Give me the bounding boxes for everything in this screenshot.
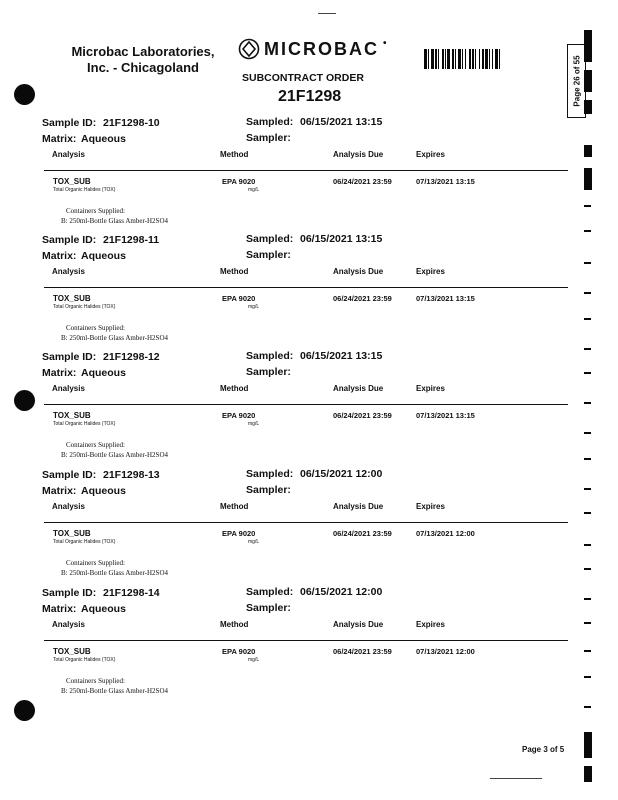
logo-mark: • xyxy=(383,38,389,49)
analysis-name: Total Organic Halides (TOX) xyxy=(53,539,116,545)
edge-tick xyxy=(584,348,591,350)
edge-tick xyxy=(584,262,591,264)
containers-label: Containers Supplied: xyxy=(66,324,125,332)
header-rule xyxy=(44,404,568,405)
expires-value: 07/13/2021 13:15 xyxy=(416,177,475,186)
method-value: EPA 9020 xyxy=(222,294,256,303)
barcode-bar xyxy=(499,49,500,69)
containers-label: Containers Supplied: xyxy=(66,441,125,449)
edge-tick xyxy=(584,598,591,600)
method-value: EPA 9020 xyxy=(222,411,256,420)
sample-id-label: Sample ID: xyxy=(42,117,97,129)
barcode-bar xyxy=(445,49,446,69)
edge-tick xyxy=(584,402,591,404)
units-value: mg/L xyxy=(248,539,260,545)
analysis-code: TOX_SUB xyxy=(53,294,91,303)
container-value: B: 250ml-Bottle Glass Amber-H2SO4 xyxy=(61,687,168,695)
sampled-datetime: 06/15/2021 12:00 xyxy=(300,468,383,480)
expires-value: 07/13/2021 13:15 xyxy=(416,411,475,420)
edge-tick xyxy=(584,676,591,678)
edge-mark xyxy=(584,168,592,190)
matrix-label: Matrix: xyxy=(42,485,77,497)
matrix-label: Matrix: xyxy=(42,367,77,379)
units-value: mg/L xyxy=(248,187,260,193)
edge-tick xyxy=(584,650,591,652)
header-rule xyxy=(44,640,568,641)
matrix-value: Aqueous xyxy=(81,485,126,497)
analysis-name: Total Organic Halides (TOX) xyxy=(53,657,116,663)
edge-tick xyxy=(584,292,591,294)
matrix-value: Aqueous xyxy=(81,367,126,379)
analysis-name: Total Organic Halides (TOX) xyxy=(53,187,116,193)
barcode-bar xyxy=(482,49,484,69)
col-expires: Expires xyxy=(416,502,445,511)
units-value: mg/L xyxy=(248,421,260,427)
col-method: Method xyxy=(220,267,249,276)
edge-mark xyxy=(584,766,592,782)
microbac-logo xyxy=(238,38,389,60)
edge-tick xyxy=(584,488,591,490)
containers-label: Containers Supplied: xyxy=(66,559,125,567)
logo-text: MICROBAC xyxy=(264,38,379,59)
edge-tick xyxy=(584,622,591,624)
analysis-due-value: 06/24/2021 23:59 xyxy=(333,529,392,538)
document-type: SUBCONTRACT ORDER xyxy=(242,72,364,84)
sampled-datetime: 06/15/2021 13:15 xyxy=(300,350,383,362)
analysis-due-value: 06/24/2021 23:59 xyxy=(333,411,392,420)
edge-tick xyxy=(584,372,591,374)
company-name xyxy=(58,44,228,76)
matrix-label: Matrix: xyxy=(42,250,77,262)
sampled-label: Sampled: xyxy=(246,350,294,362)
sampler-label: Sampler: xyxy=(246,484,291,496)
sample-id: 21F1298-12 xyxy=(103,351,160,363)
sampled-label: Sampled: xyxy=(246,233,294,245)
barcode-bar xyxy=(462,49,463,69)
expires-value: 07/13/2021 12:00 xyxy=(416,647,475,656)
col-analysis: Analysis xyxy=(52,384,85,393)
col-analysis: Analysis xyxy=(52,150,85,159)
barcode-bar xyxy=(458,49,461,69)
matrix-value: Aqueous xyxy=(81,603,126,615)
analysis-due-value: 06/24/2021 23:59 xyxy=(333,294,392,303)
analysis-code: TOX_SUB xyxy=(53,529,91,538)
barcode-bar xyxy=(495,49,498,69)
containers-label: Containers Supplied: xyxy=(66,677,125,685)
microbac-logo-icon xyxy=(238,38,260,60)
analysis-code: TOX_SUB xyxy=(53,647,91,656)
method-value: EPA 9020 xyxy=(222,529,256,538)
containers-label: Containers Supplied: xyxy=(66,207,125,215)
header-rule xyxy=(44,287,568,288)
col-analysis-due: Analysis Due xyxy=(333,384,384,393)
sampled-label: Sampled: xyxy=(246,468,294,480)
barcode-bar xyxy=(431,49,434,69)
analysis-code: TOX_SUB xyxy=(53,177,91,186)
company-line-2: Inc. - Chicagoland xyxy=(87,60,199,75)
sampler-label: Sampler: xyxy=(246,366,291,378)
barcode-bar xyxy=(469,49,471,69)
expires-value: 07/13/2021 12:00 xyxy=(416,529,475,538)
order-number: 21F1298 xyxy=(278,88,342,105)
col-expires: Expires xyxy=(416,620,445,629)
barcode-bar xyxy=(428,49,429,69)
barcode-bar xyxy=(475,49,476,69)
matrix-value: Aqueous xyxy=(81,133,126,145)
matrix-value: Aqueous xyxy=(81,250,126,262)
units-value: mg/L xyxy=(248,657,260,663)
container-value: B: 250ml-Bottle Glass Amber-H2SO4 xyxy=(61,569,168,577)
col-analysis-due: Analysis Due xyxy=(333,502,384,511)
col-method: Method xyxy=(220,502,249,511)
col-analysis-due: Analysis Due xyxy=(333,267,384,276)
col-method: Method xyxy=(220,384,249,393)
method-value: EPA 9020 xyxy=(222,177,256,186)
barcode xyxy=(424,49,546,69)
barcode-bar xyxy=(424,49,427,69)
sample-id-label: Sample ID: xyxy=(42,469,97,481)
analysis-due-value: 06/24/2021 23:59 xyxy=(333,647,392,656)
barcode-bar xyxy=(452,49,454,69)
analysis-code: TOX_SUB xyxy=(53,411,91,420)
binder-hole xyxy=(14,390,35,411)
edge-tick xyxy=(584,706,591,708)
sampled-datetime: 06/15/2021 13:15 xyxy=(300,116,383,128)
sampler-label: Sampler: xyxy=(246,132,291,144)
sampled-datetime: 06/15/2021 13:15 xyxy=(300,233,383,245)
edge-tick xyxy=(584,544,591,546)
analysis-name: Total Organic Halides (TOX) xyxy=(53,304,116,310)
matrix-label: Matrix: xyxy=(42,133,77,145)
edge-tick xyxy=(584,230,591,232)
edge-mark xyxy=(584,145,592,157)
binder-hole xyxy=(14,700,35,721)
barcode-bar xyxy=(465,49,466,69)
col-method: Method xyxy=(220,150,249,159)
container-value: B: 250ml-Bottle Glass Amber-H2SO4 xyxy=(61,451,168,459)
sampler-label: Sampler: xyxy=(246,249,291,261)
edge-tick xyxy=(584,205,591,207)
col-analysis: Analysis xyxy=(52,502,85,511)
barcode-bar xyxy=(438,49,439,69)
scan-speck xyxy=(318,13,336,14)
container-value: B: 250ml-Bottle Glass Amber-H2SO4 xyxy=(61,217,168,225)
sampled-label: Sampled: xyxy=(246,116,294,128)
edge-tick xyxy=(584,458,591,460)
sampled-label: Sampled: xyxy=(246,586,294,598)
barcode-bar xyxy=(479,49,480,69)
col-analysis: Analysis xyxy=(52,620,85,629)
method-value: EPA 9020 xyxy=(222,647,256,656)
barcode-bar xyxy=(489,49,490,69)
col-expires: Expires xyxy=(416,150,445,159)
barcode-bar xyxy=(492,49,493,69)
container-value: B: 250ml-Bottle Glass Amber-H2SO4 xyxy=(61,334,168,342)
sample-id: 21F1298-10 xyxy=(103,117,160,129)
col-expires: Expires xyxy=(416,267,445,276)
company-line-1: Microbac Laboratories, xyxy=(71,44,215,59)
sample-id: 21F1298-11 xyxy=(103,234,160,246)
page-footer: Page 3 of 5 xyxy=(522,745,565,754)
matrix-label: Matrix: xyxy=(42,603,77,615)
col-expires: Expires xyxy=(416,384,445,393)
edge-mark xyxy=(584,70,592,92)
edge-tick xyxy=(584,568,591,570)
header-rule xyxy=(44,522,568,523)
edge-mark xyxy=(584,732,592,758)
edge-tick xyxy=(584,432,591,434)
expires-value: 07/13/2021 13:15 xyxy=(416,294,475,303)
edge-tick xyxy=(584,318,591,320)
scan-speck xyxy=(490,778,542,779)
units-value: mg/L xyxy=(248,304,260,310)
col-analysis-due: Analysis Due xyxy=(333,150,384,159)
edge-mark xyxy=(584,100,592,114)
page-stamp: Page 26 of 55 xyxy=(572,55,581,107)
barcode-bar xyxy=(442,49,444,69)
header-rule xyxy=(44,170,568,171)
barcode-bar xyxy=(447,49,450,69)
sampled-datetime: 06/15/2021 12:00 xyxy=(300,586,383,598)
analysis-due-value: 06/24/2021 23:59 xyxy=(333,177,392,186)
sample-id-label: Sample ID: xyxy=(42,351,97,363)
barcode-bar xyxy=(485,49,488,69)
edge-tick xyxy=(584,512,591,514)
col-analysis: Analysis xyxy=(52,267,85,276)
sample-id: 21F1298-13 xyxy=(103,469,160,481)
sample-id-label: Sample ID: xyxy=(42,234,97,246)
col-method: Method xyxy=(220,620,249,629)
barcode-bar xyxy=(472,49,474,69)
binder-hole xyxy=(14,84,35,105)
sample-id: 21F1298-14 xyxy=(103,587,160,599)
barcode-bar xyxy=(435,49,437,69)
barcode-bar xyxy=(455,49,456,69)
analysis-name: Total Organic Halides (TOX) xyxy=(53,421,116,427)
edge-mark xyxy=(584,30,592,62)
sampler-label: Sampler: xyxy=(246,602,291,614)
col-analysis-due: Analysis Due xyxy=(333,620,384,629)
sample-id-label: Sample ID: xyxy=(42,587,97,599)
